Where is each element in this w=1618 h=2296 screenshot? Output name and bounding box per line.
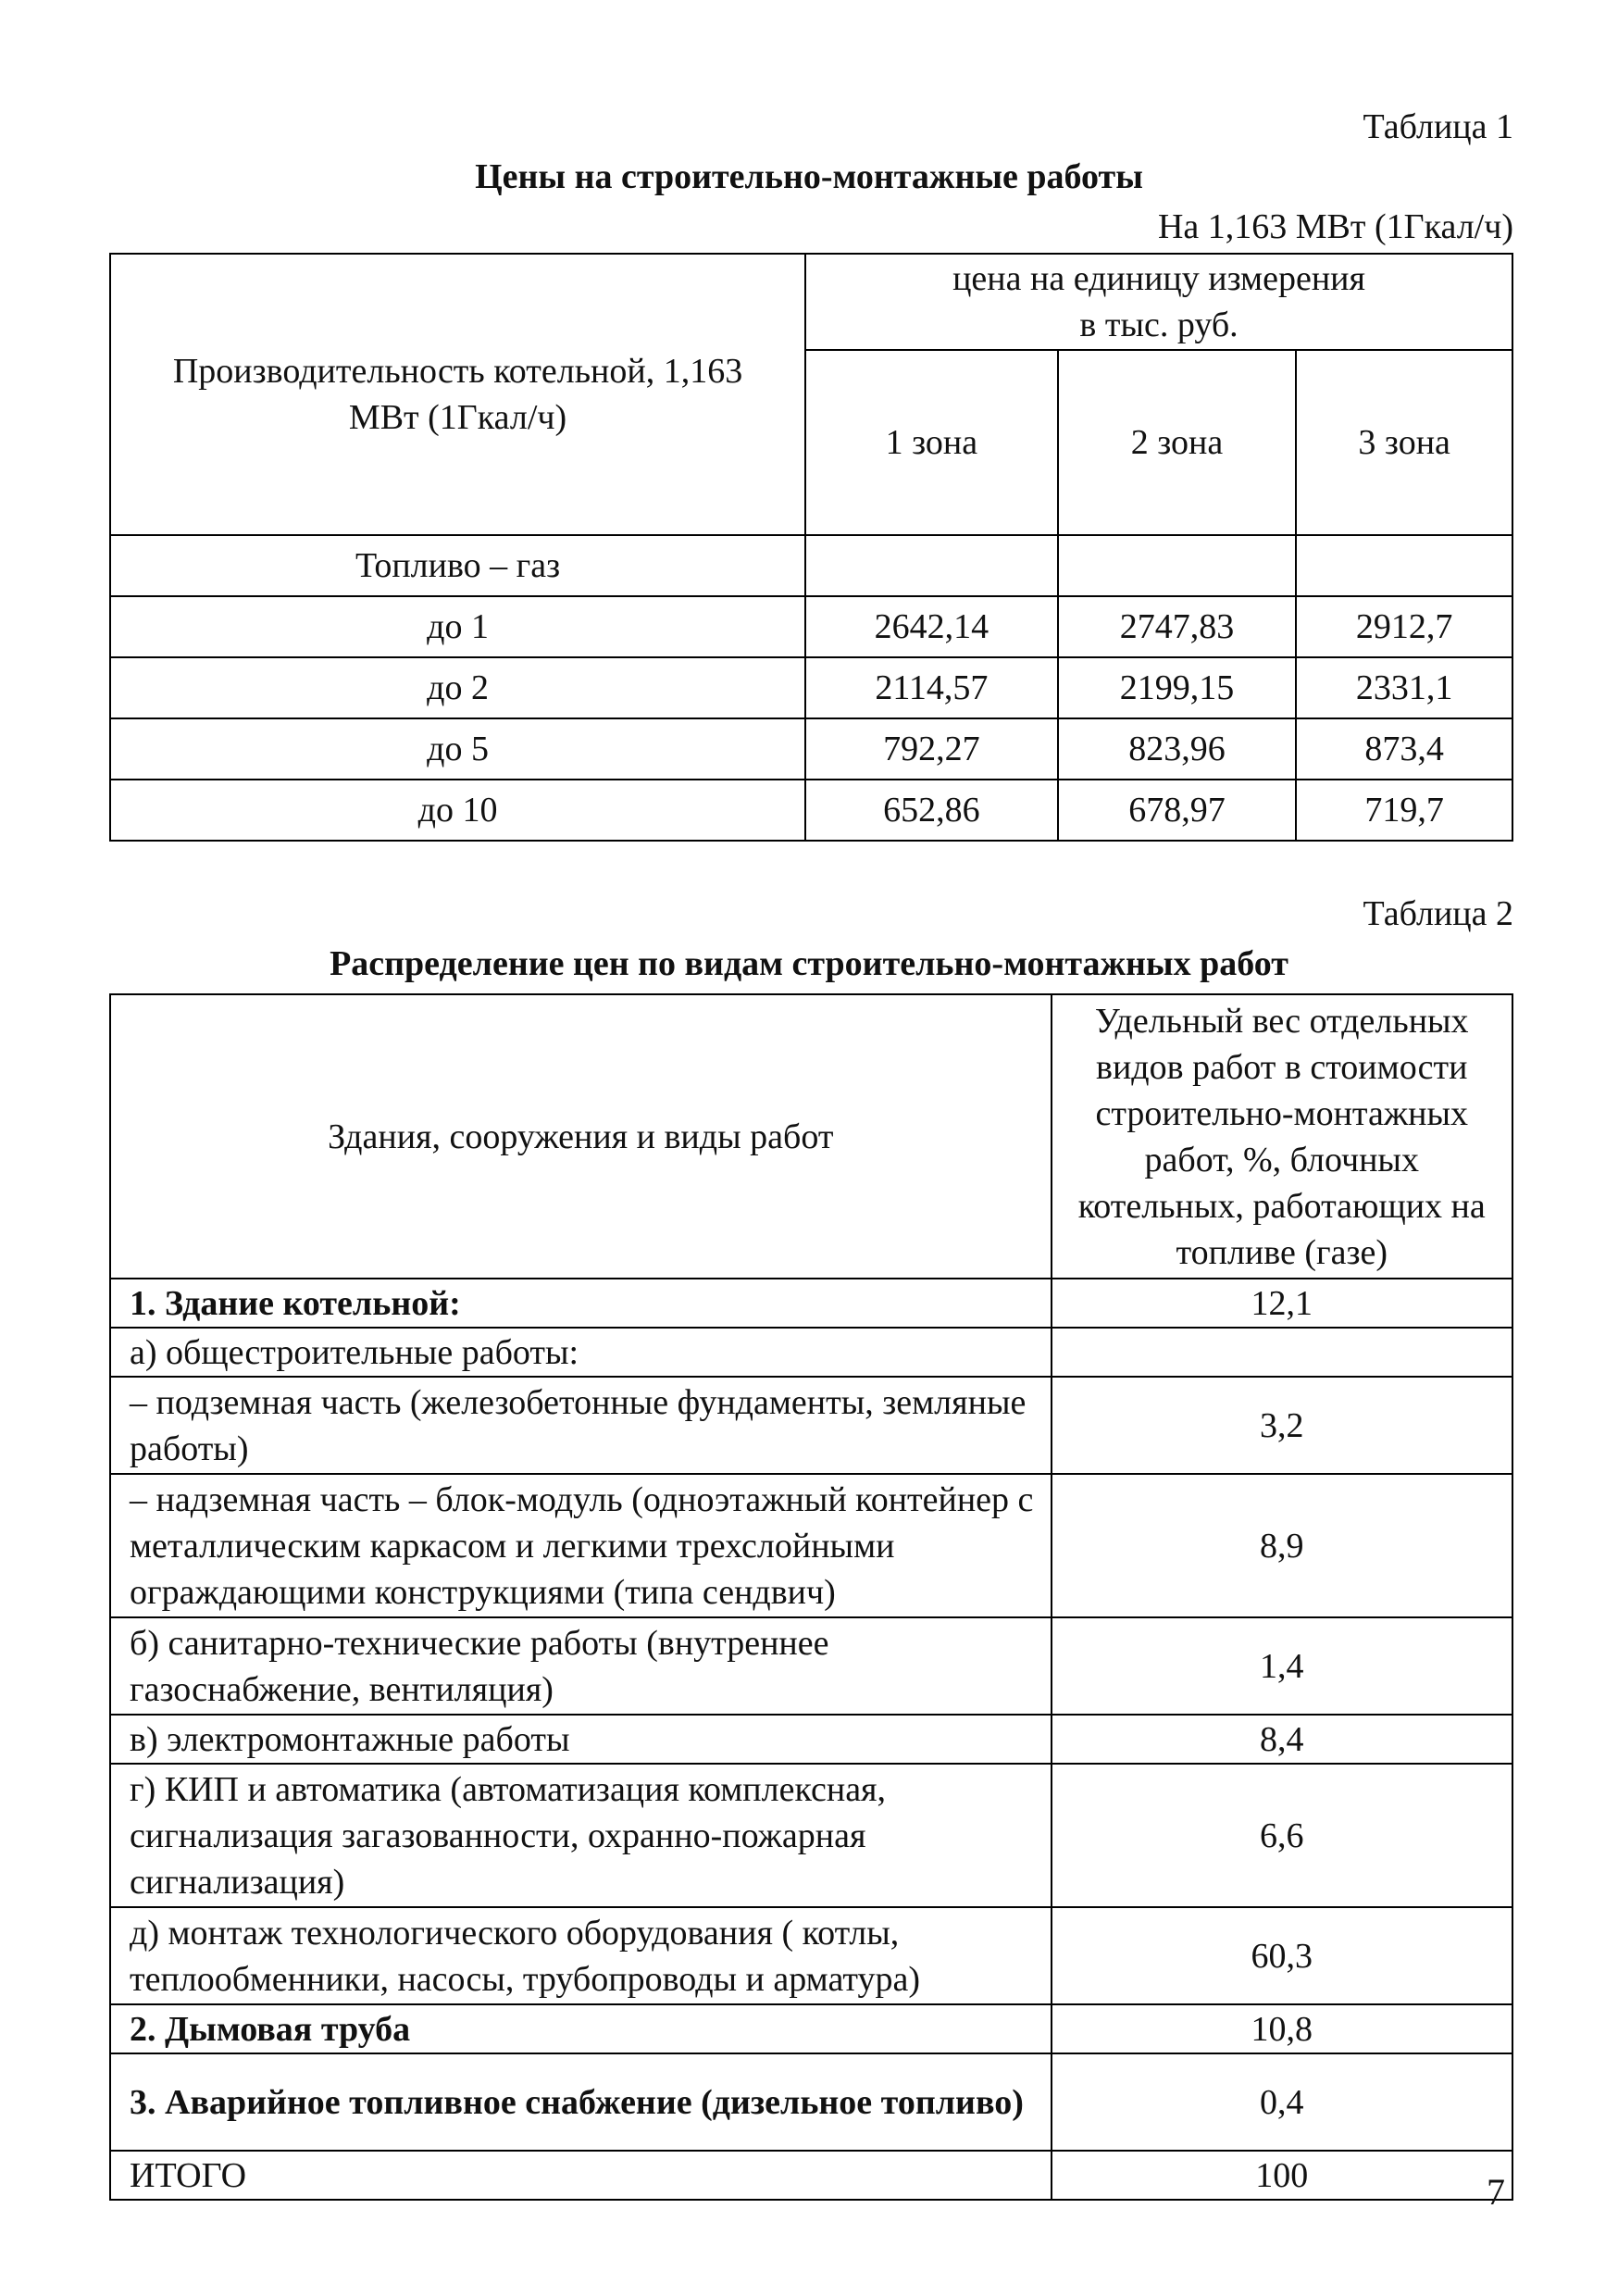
table1 (109, 253, 1513, 842)
table1-cell: 2331,1 (1296, 657, 1512, 718)
table-row (110, 1474, 1512, 1617)
table2-row-value: 10,8 (1052, 2004, 1513, 2053)
table-row (110, 1715, 1512, 1764)
table1-row-label: до 10 (110, 780, 805, 841)
table1-cell: 2199,15 (1058, 657, 1297, 718)
table2-row-label: в) электромонтажные работы (110, 1715, 1052, 1764)
table1-fuel-label: Топливо – газ (110, 535, 805, 596)
table-row (110, 1279, 1512, 1328)
table2-row-value (1052, 1328, 1513, 1377)
table-row (110, 1377, 1512, 1474)
table2-row-value: 100 (1052, 2151, 1513, 2200)
table2-label: Таблица 2 (1363, 894, 1513, 933)
table-row (110, 1907, 1512, 2004)
table1-header-price (805, 254, 1512, 350)
table2-row-label: 1. Здание котельной: (110, 1279, 1052, 1328)
table2 (109, 993, 1513, 2201)
table2-row-label: – подземная часть (железобетонные фундаменты, земляные работы) (110, 1377, 1052, 1474)
table-row (110, 1764, 1512, 1907)
table-row (110, 2151, 1512, 2200)
table2-row-value: 60,3 (1052, 1907, 1513, 2004)
table1-header-capacity: Производительность котельной, 1,163 МВт (1Гкал/ч) (110, 254, 805, 535)
table1-header-price-line1: цена на единицу измерения (952, 259, 1365, 298)
table2-row-label: б) санитарно-технические работы (внутреннее газоснабжение, вентиляция) (110, 1617, 1052, 1715)
table1-cell: 652,86 (805, 780, 1058, 841)
table2-title: Распределение цен по видам строительно-монтажных работ (330, 944, 1288, 983)
table1-cell: 678,97 (1058, 780, 1297, 841)
table-row (110, 780, 1512, 841)
table1-cell: 2642,14 (805, 596, 1058, 657)
table1-unit-note: На 1,163 МВт (1Гкал/ч) (1157, 207, 1513, 246)
table1-cell: 719,7 (1296, 780, 1512, 841)
table1-label: Таблица 1 (1363, 107, 1513, 146)
table1-row-label: до 1 (110, 596, 805, 657)
table-row (110, 2053, 1512, 2151)
table1-cell: 823,96 (1058, 718, 1297, 780)
table1-header-price-line2: в тыс. руб. (1079, 306, 1238, 344)
table-row (110, 718, 1512, 780)
table2-row-value: 8,4 (1052, 1715, 1513, 1764)
table2-row-value: 0,4 (1052, 2053, 1513, 2151)
table1-header-zone: 2 зона (1058, 350, 1297, 535)
table-row (110, 1617, 1512, 1715)
table2-row-label: 2. Дымовая труба (110, 2004, 1052, 2053)
table-row (110, 596, 1512, 657)
table1-header-zone: 1 зона (805, 350, 1058, 535)
table2-row-value: 3,2 (1052, 1377, 1513, 1474)
table1-cell: 2747,83 (1058, 596, 1297, 657)
table1-cell: 792,27 (805, 718, 1058, 780)
table2-row-label: а) общестроительные работы: (110, 1328, 1052, 1377)
table2-row-value: 12,1 (1052, 1279, 1513, 1328)
table-row (110, 535, 1512, 596)
table1-title: Цены на строительно-монтажные работы (475, 157, 1143, 196)
table2-row-label: г) КИП и автоматика (автоматизация комплексная, сигнализация загазованности, охранно-пожарная сигнализация) (110, 1764, 1052, 1907)
table-row (110, 1328, 1512, 1377)
table-row (110, 2004, 1512, 2053)
table1-cell: 2912,7 (1296, 596, 1512, 657)
table2-row-value: 8,9 (1052, 1474, 1513, 1617)
table1-row-label: до 2 (110, 657, 805, 718)
table2-row-label: – надземная часть – блок-модуль (одноэтажный контейнер с металлическим каркасом и легкими трехслойными ограждающими конструкциями (типа сендвич) (110, 1474, 1052, 1617)
table1-cell: 873,4 (1296, 718, 1512, 780)
table2-row-label: ИТОГО (110, 2151, 1052, 2200)
table2-row-value: 6,6 (1052, 1764, 1513, 1907)
table1-cell: 2114,57 (805, 657, 1058, 718)
table1-header-zone: 3 зона (1296, 350, 1512, 535)
table2-header-col1: Здания, сооружения и виды работ (110, 994, 1052, 1279)
page-number: 7 (1487, 2171, 1505, 2213)
table2-header-col2: Удельный вес отдельных видов работ в стоимости строительно-монтажных работ, %, блочных котельных, работающих на топливе (газе) (1052, 994, 1513, 1279)
table1-row-label: до 5 (110, 718, 805, 780)
table2-row-value: 1,4 (1052, 1617, 1513, 1715)
table2-row-label: 3. Аварийное топливное снабжение (дизельное топливо) (110, 2053, 1052, 2151)
table2-row-label: д) монтаж технологического оборудования ( котлы, теплообменники, насосы, трубопроводы и арматура) (110, 1907, 1052, 2004)
table-row (110, 657, 1512, 718)
